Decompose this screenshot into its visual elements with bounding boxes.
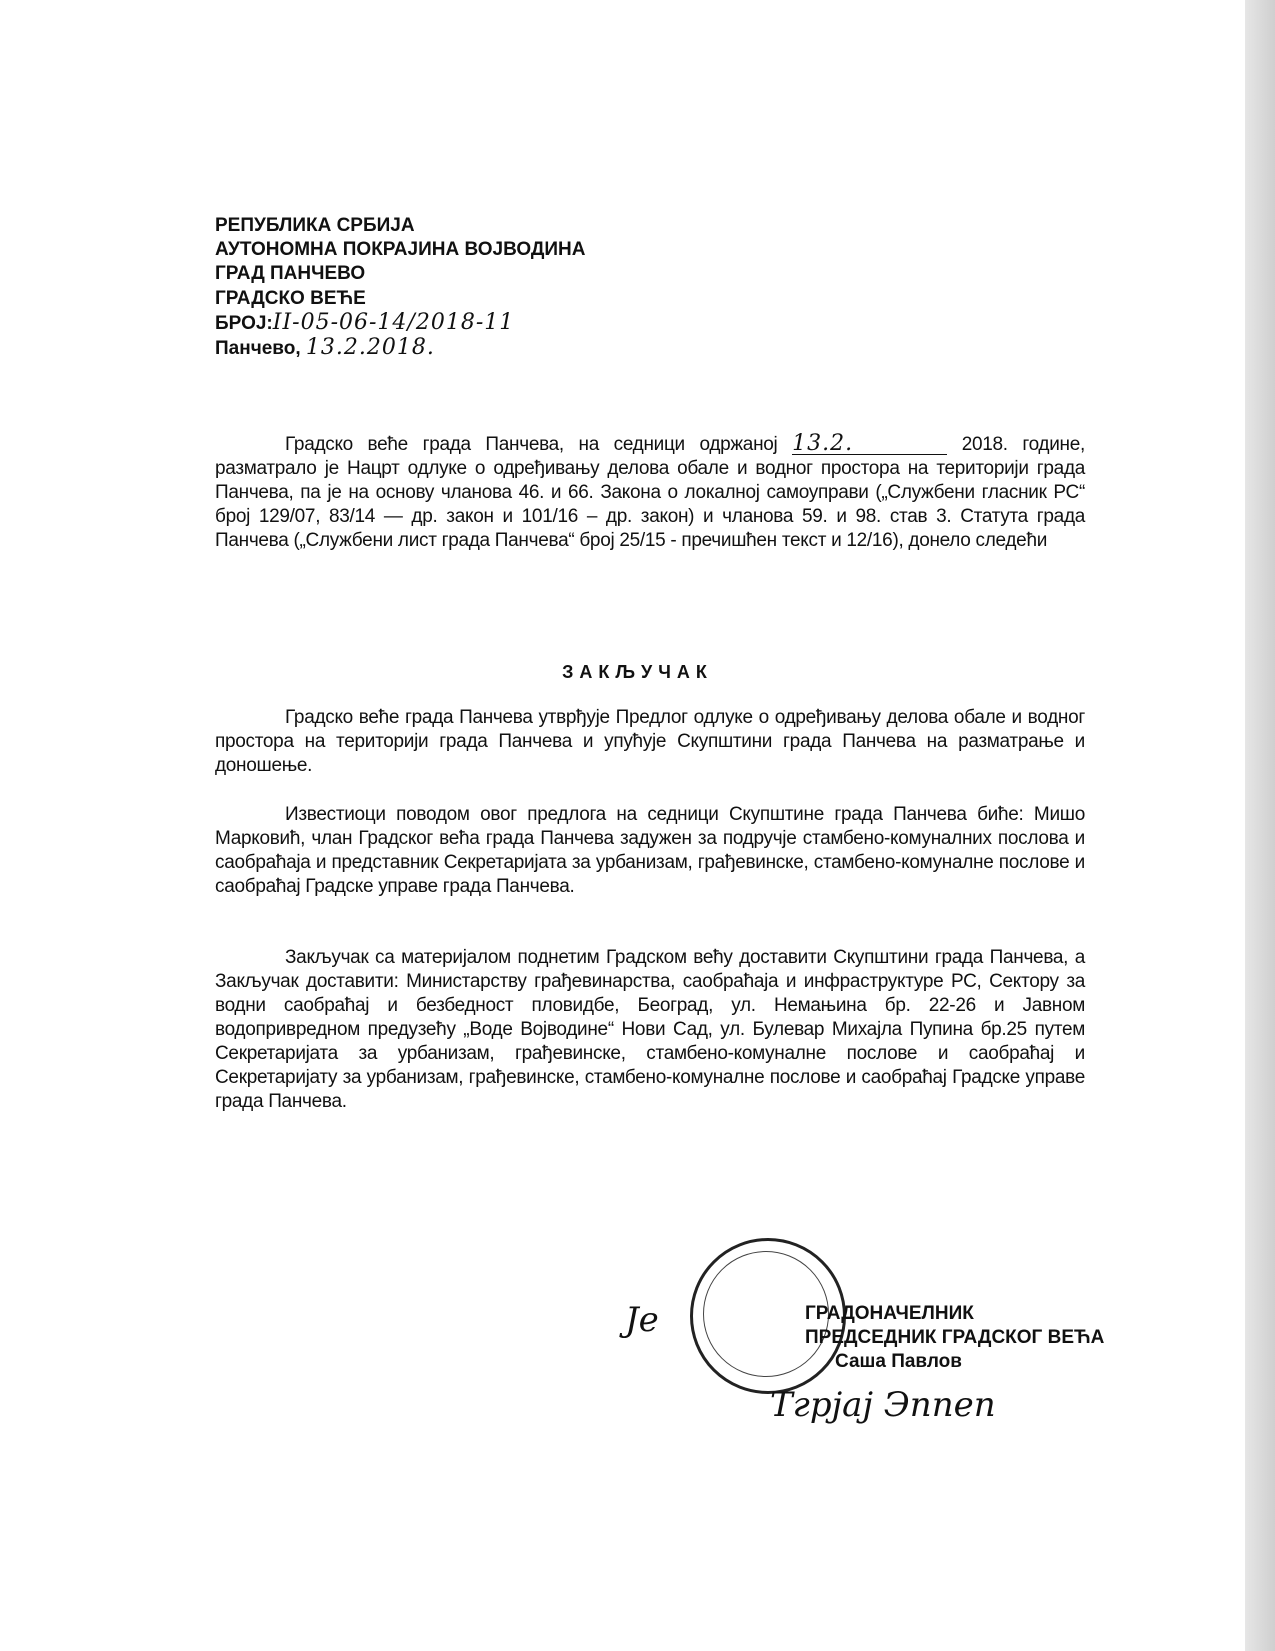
document-title: ЗАКЉУЧАК: [562, 662, 713, 682]
handwritten-date: 13.2.2018.: [305, 335, 435, 361]
handwritten-session-date: 13.2.: [792, 431, 854, 456]
paragraph-rapporteurs: Известиоци поводом овог предлога на седници Скупштине града Панчева биће: Мишо Марковић, члан Градског већа града Панчева задужен за подручје стамбено-комуналних послова и саобраћаја и представник Секретаријата за урбанизам, грађевинске, стамбено-комуналне послове и саобраћај Градске управе града Панчева.: [215, 804, 1085, 897]
paragraph-conclusion: Градско веће града Панчева утврђује Предлог одлуке о одређивању делова обале и водног простора на територији града Панчева и упућује Скупштини града Панчева на разматрање и доношење.: [215, 707, 1085, 776]
header-line: РЕПУБЛИКА СРБИЈА: [215, 215, 415, 236]
document-date: Панчево, 13.2.2018.: [215, 335, 435, 361]
header-line: АУТОНОМНА ПОКРАЈИНА ВОЈВОДИНА: [215, 239, 586, 261]
header-line: ГРАДСКО ВЕЋЕ: [215, 287, 366, 309]
document-header: [215, 214, 585, 361]
document-number: БРОЈ:II-05-06-14/2018-11: [215, 309, 515, 335]
paragraph-intro: Градско веће града Панчева, на седници одржаној 13.2. 2018. године, разматрало је Нацрт одлуке о одређивању делова обале и водног простора на територији града Панчева, па је на основу чланова 46. и 66. Закона о локалној самоуправи („Службени гласник РС“ број 129/07, 83/14 — др. закон и 101/16 – др. закон) и чланова 59. и 98. став 3. Статута града Панчева („Службени лист града Панчева“ број 25/15 - пречишћен текст и 12/16), донело следећи: [215, 431, 1085, 551]
handwritten-number: II-05-06-14/2018-11: [272, 309, 515, 335]
paragraph-delivery: Закључак са материјалом поднетим Градском већу доставити Скупштини града Панчева, а Закључак доставити: Министарству грађевинарства, саобраћаја и инфраструктуре РС, Сектору за водни саобраћај и безбедност пловидбе, Београд, ул. Немањина бр. 22-26 и Јавном водопривредном предузећу „Воде Војводине“ Нови Сад, ул. Булевар Михајла Пупина бр.25 путем Секретаријата за урбанизам, грађевинске, стамбено-комуналне послове и саобраћај и Секретаријату за урбанизам, грађевинске, стамбено-комуналне послове и саобраћај Градске управе града Панчева.: [215, 947, 1085, 1112]
scan-edge: [1245, 0, 1275, 1651]
signature-block: ГРАДОНАЧЕЛНИК ПРЕДСЕДНИК ГРАДСКОГ ВЕЋА Саша Павлов: [805, 1303, 1105, 1372]
initials-signature: Je: [625, 1300, 659, 1340]
handwritten-signature: Тгрјај Эnnen: [770, 1385, 996, 1425]
header-line: ГРАД ПАНЧЕВО: [215, 263, 366, 285]
